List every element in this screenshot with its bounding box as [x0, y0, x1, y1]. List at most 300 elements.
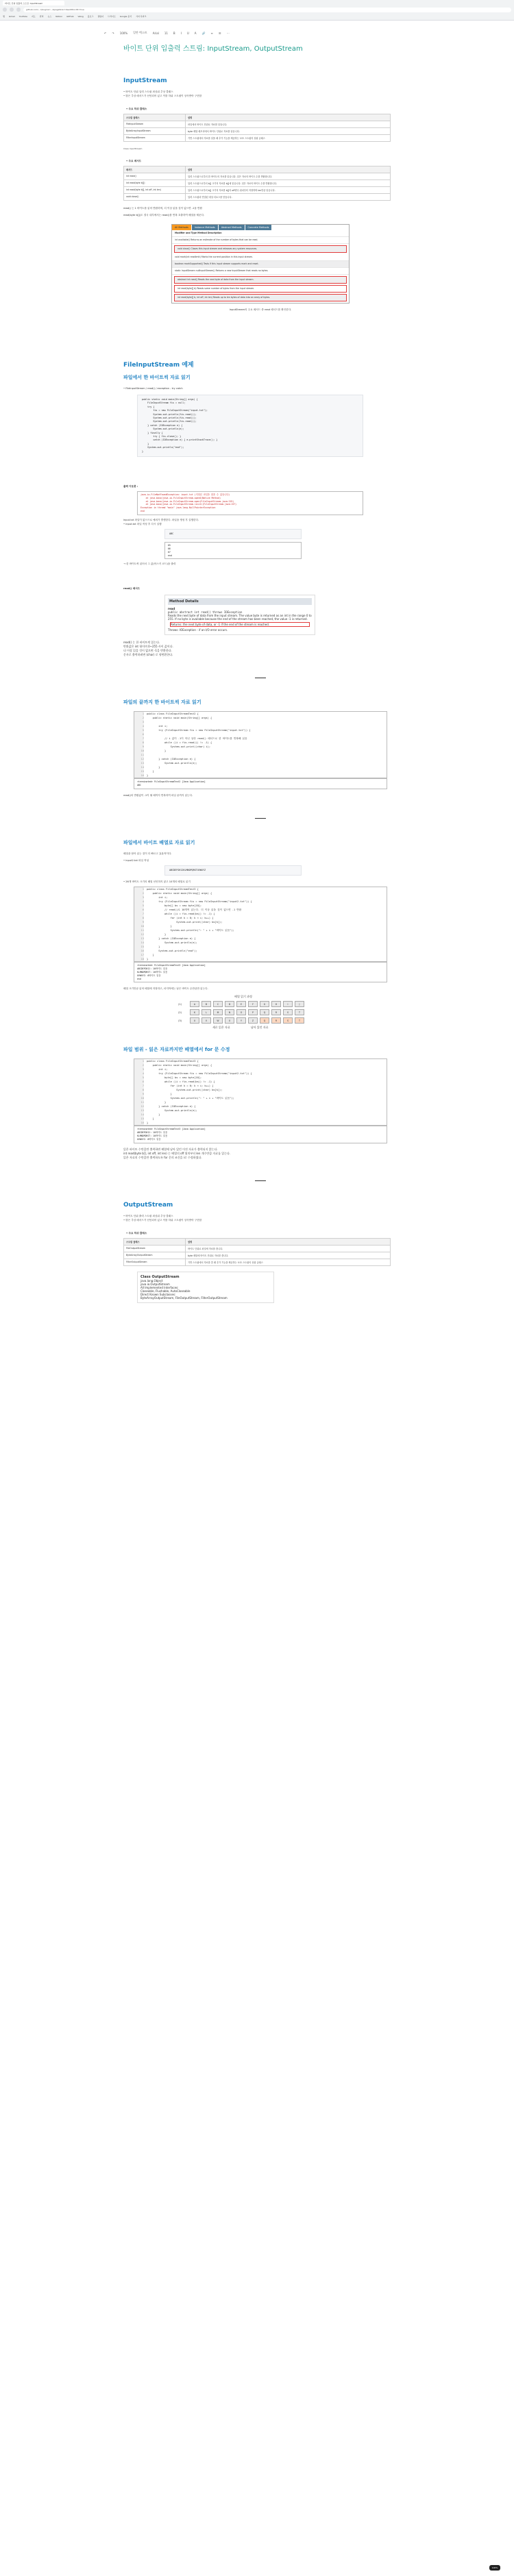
array-cell: H	[271, 1001, 281, 1007]
line-number: 15	[134, 945, 144, 949]
subclass-table	[123, 114, 391, 142]
code-line	[168, 554, 298, 558]
os-class-box	[137, 1272, 274, 1303]
bookmark-item[interactable]: Velog	[77, 15, 84, 18]
bullet-item: • 많은 추상 메서드가 선언되어 있고 이를 하위 스트림이 상속받아 구현함	[123, 95, 202, 97]
outputstream-bullets	[123, 1214, 397, 1222]
ide-console-3	[134, 962, 387, 982]
line-number: 10	[134, 1096, 144, 1100]
code-text: try { fis.close(); }	[142, 435, 182, 438]
code-text: System.out.print((char) bs[k]);	[147, 1089, 223, 1092]
line-number: 3	[134, 895, 144, 900]
diagram-row-label: (1)	[178, 1002, 182, 1006]
table-cell: ByteArrayOutputStream	[124, 1252, 186, 1259]
line-number: 1	[134, 712, 144, 716]
code-text: System.out.println(": " + i + "바이트 읽음");	[147, 1097, 234, 1100]
code-text: public class FileInputStreamTest2 {	[147, 713, 199, 716]
address-bar[interactable]: github.com/...?plugins=...&pageSize=1&editDocID=true	[23, 8, 511, 12]
ide-code-2	[134, 711, 387, 778]
class-line: java.io.OutputStream	[140, 1282, 170, 1286]
bullet-item: • 바이트 단위 입력 스트림 최상위 추상 클래스	[123, 90, 173, 93]
code-text: 65	[168, 544, 171, 547]
code-text: int i;	[147, 1068, 168, 1072]
forward-icon[interactable]	[10, 8, 14, 12]
toolbar-button[interactable]: 100%	[119, 31, 128, 35]
table-cell: 기반 스트림에서 자료를 쓸 때 추가 기능을 제공하는 보조 스트림의 상위 클래스	[186, 1259, 391, 1265]
class-line: Direct Known Subclasses:	[140, 1292, 176, 1296]
toolbar-button[interactable]: I	[180, 31, 182, 35]
code-text: } catch (IOException e) {	[147, 937, 196, 941]
code-text: ABCDEFGHIJ: 10바이트 읽음	[137, 1131, 168, 1135]
method-details-title: Method Details	[168, 598, 312, 605]
line-number: 2	[134, 716, 144, 720]
code-text: ABC	[137, 784, 141, 787]
code-text: ABCDEFGHIJ: 10바이트 읽음	[137, 967, 168, 971]
line-number: 12	[134, 932, 144, 937]
code-text: <terminated> FileInputStreamTest3 [Java Application]	[137, 1128, 206, 1131]
code-text: System.out.println("end");	[142, 446, 184, 449]
table-cell: FileOutputStream	[124, 1245, 186, 1252]
toolbar-button[interactable]: ☰	[218, 31, 221, 35]
toolbar-button[interactable]: 일반 텍스트	[133, 31, 147, 34]
code-text: }	[147, 774, 149, 778]
code-text: }	[147, 1122, 149, 1125]
array-cell: O	[236, 1009, 246, 1015]
code-text: int i;	[147, 725, 168, 728]
api-caption: InputStream의 주요 메서드 중 read 메서드를 확인한다.	[229, 308, 292, 311]
table-cell: 스트림 클래스	[124, 114, 186, 121]
line-number: 4	[134, 724, 144, 728]
line-number: 8	[134, 741, 144, 745]
method-throws: Throws: IOException - if an I/O error occurs.	[168, 628, 228, 632]
line-number: 9	[134, 1092, 144, 1096]
diagram-rows	[178, 1001, 397, 1024]
code-text: System.out.print((char) bs[k]);	[147, 921, 223, 924]
line-number: 3	[134, 720, 144, 724]
table-cell: FileInputStream	[124, 121, 186, 128]
array-cell: W	[213, 1017, 223, 1024]
code-text: UVWXYZ: 6바이트 읽음	[137, 974, 161, 977]
code-text: System.out.println(e);	[147, 762, 197, 765]
table-cell: byte 배열 메모리에서 바이트 단위로 자료를 읽습니다.	[186, 128, 391, 135]
toolbar-button[interactable]: ≡	[210, 31, 213, 35]
code-text: while ((i = fis.read(bs)) != -1) {	[147, 913, 215, 916]
line-number: 16	[134, 1121, 144, 1125]
code-text: java.io.FileNotFoundException: input.txt (지정된 파일을 찾을 수 없습니다)	[140, 493, 230, 497]
line-number: 13	[134, 1109, 144, 1113]
bookmark-item[interactable]: 기타 북마크	[136, 15, 147, 18]
code-text: public static void main(String[] args) {	[147, 892, 212, 895]
code-text: }	[147, 1113, 160, 1117]
address-row	[0, 6, 514, 13]
table-cell: 바이트 단위로 파일에 자료를 씁니다.	[186, 1245, 391, 1252]
code-text: System.out.println(e);	[147, 941, 197, 945]
code-text: for (int k = 0; k < i; k++) {	[147, 1085, 214, 1088]
ide-code-3	[134, 887, 387, 962]
editor-toolbar	[103, 30, 411, 36]
line-number: 10	[134, 749, 144, 753]
table-cell: 설명	[186, 166, 391, 173]
code-text: System.out.println(fis.read());	[142, 412, 197, 416]
line-number: 17	[134, 953, 144, 957]
bookmark-item[interactable]: Google 문서	[119, 15, 132, 18]
bookmark-item[interactable]: GitHub	[66, 15, 74, 18]
code-text: try (FileInputStream fis = new FileInputStream("input2.txt")) {	[147, 900, 252, 904]
code-text: System.out.println(e);	[142, 428, 184, 431]
code-text: <terminated> FileInputStreamTest3 [Java Application]	[137, 964, 206, 967]
code-text: end	[137, 977, 141, 980]
code-text: }	[142, 449, 144, 453]
api-row: abstract int read() Reads the next byte of data from the input stream.	[174, 276, 347, 284]
fis3-file-caption: • input2.txt 파일 작성	[123, 859, 149, 863]
array-diagram	[178, 995, 397, 1030]
method-details-box	[164, 595, 315, 635]
line-number: 18	[134, 957, 144, 961]
code-text: System.out.println("end");	[147, 950, 197, 953]
code-text: catch (IOException e) { e.printStackTrace(); }	[142, 438, 218, 442]
table-cell: 스트림 클래스	[124, 1238, 186, 1245]
fis-explain: input.txt 파일이 없으므로 예외가 발생한다. 파일을 생성 후 실행한다.	[123, 518, 199, 521]
fis3-explain: 배열 크기만큼 읽어 배열에 저장하고, 마지막에는 남은 바이트 수만큼만 읽는다.	[123, 987, 208, 991]
array-cell: M	[213, 1009, 223, 1015]
code-block-1	[137, 395, 363, 457]
bookmark-item[interactable]: 앱	[3, 15, 5, 18]
line-number: 3	[134, 1067, 144, 1072]
line-number: 11	[134, 1100, 144, 1104]
input2-file-preview: ABCDEFGHIJKLMNOPQRSTUVWXYZ	[164, 865, 302, 876]
diagram-left-label: 새로 읽은 자료	[212, 1026, 230, 1030]
code-text: FileInputStream fis = null;	[142, 401, 186, 405]
line-number: 14	[134, 1113, 144, 1117]
bookmarks-bar	[0, 13, 514, 20]
class-line: java.lang.Object	[140, 1278, 163, 1283]
tab-bar	[0, 0, 514, 6]
read-notes	[123, 641, 397, 657]
line-number: 7	[134, 912, 144, 916]
toolbar-button[interactable]: 11	[164, 31, 168, 35]
bookmark-item[interactable]: 캘린더	[97, 15, 104, 18]
fis3-sub: 파일에서 바이트 배열로 자료 읽기	[123, 840, 195, 846]
line-number: 13	[134, 937, 144, 941]
line-number: 6	[134, 908, 144, 912]
bookmark-item[interactable]: Gmail	[8, 15, 15, 18]
fis4-notes	[123, 1148, 397, 1160]
os-class-title: Class OutputStream	[140, 1274, 180, 1279]
code-text: <terminated> FileInputStreamTest2 [Java Application]	[137, 780, 206, 784]
toolbar-button[interactable]: U	[186, 31, 189, 35]
diagram-row	[178, 1001, 397, 1007]
reload-icon[interactable]	[16, 8, 21, 12]
code-text: System.out.print((char) i);	[147, 745, 211, 749]
line-number: 8	[134, 1088, 144, 1092]
code-text: while ((i = fis.read(bs)) != -1) {	[147, 1080, 215, 1084]
line-number: 4	[134, 1072, 144, 1076]
array-cell: R	[271, 1017, 281, 1024]
line-number: 4	[134, 900, 144, 904]
code-line	[134, 1121, 387, 1125]
fis-sub1: 파일에서 한 바이트씩 자료 읽기	[123, 375, 191, 380]
note-line: 읽은 바이트 수만큼만 출력하면 배열에 남아 있던 이전 자료가 출력되지 않는다.	[123, 1147, 218, 1151]
table-cell: 입력 스트림으로부터 한 바이트의 자료를 읽습니다. 읽은 자료의 바이트 수를 반환합니다.	[186, 173, 391, 180]
api-row: void close() Closes this input stream and releases any system resources.	[174, 245, 347, 253]
code-text: 67	[168, 550, 171, 554]
array-cell: C	[213, 1001, 223, 1007]
toolbar-button[interactable]: B	[173, 31, 175, 35]
array-cell: T	[295, 1017, 304, 1024]
method-signature: public abstract int read() throws IOException	[168, 610, 243, 615]
array-cell: K	[190, 1009, 199, 1015]
note-line: 문자로 출력하려면 (char) 로 형변환한다.	[123, 653, 173, 657]
line-number: 6	[134, 732, 144, 736]
line-number: 11	[134, 928, 144, 932]
read-array-note: read(byte b[])도 결국 내부에서는 read()를 반복 호출하여 배열을 채운다.	[123, 214, 205, 216]
array-cell: U	[190, 1017, 199, 1024]
table-cell: 메서드	[124, 166, 186, 173]
code-text: }	[142, 442, 149, 445]
diagram-row	[178, 1009, 397, 1015]
array-cell: L	[201, 1009, 211, 1015]
line-number: 5	[134, 728, 144, 732]
table-row	[124, 180, 391, 187]
toolbar-button[interactable]: A	[194, 31, 197, 35]
code-text: at java.base/java.io.FileInputStream.open0(Native Method)	[140, 496, 221, 499]
api-row: static InputStream nullInputStream() Returns a new InputStream that reads no bytes.	[172, 268, 349, 275]
code-text: System.out.println(fis.read());	[142, 417, 197, 420]
table-cell: 입력 스트림으로부터 b[] 크기의 자료를 b[]에 읽습니다. 읽은 자료의 바이트 수를 반환합니다.	[186, 180, 391, 187]
api-tab[interactable]: Concrete Methods	[245, 225, 272, 230]
table-cell: void close()	[124, 194, 186, 201]
api-row: int read(byte[] b) Reads some number of bytes from the input stream.	[174, 285, 347, 293]
array-cell: A	[190, 1001, 199, 1007]
table-header-row	[124, 166, 391, 173]
method-description: Reads the next byte of data from the input stream. The value byte is returned as an int in the range 0 to 255. If no byte is available because the end of the stream has been reached, the value -1 is returned.	[168, 614, 312, 621]
os-table-label: • 주요 하위 클래스	[126, 1231, 147, 1235]
inputstream-bullets	[123, 90, 397, 98]
table-cell: 파일에서 바이트 단위로 자료를 읽습니다.	[186, 121, 391, 128]
errors-label: 출력 아웃풋 :	[123, 485, 138, 488]
array-cell: S	[283, 1017, 293, 1024]
line-number: 16	[134, 949, 144, 953]
table-row	[124, 187, 391, 194]
bullet-item: • 많은 추상 메서드가 선언되어 있고 이를 하위 스트림이 상속받아 구현함	[123, 1218, 202, 1222]
line-number: 1	[134, 1059, 144, 1063]
api-tabs	[172, 225, 349, 230]
methods-table-label: • 주요 메서드	[126, 160, 142, 162]
api-row: boolean markSupported() Tests if this input stream supports mark and reset.	[172, 261, 349, 268]
fis2-note: read()의 반환값이 -1이 될 때까지 반복하여 파일 끝까지 읽는다.	[123, 794, 193, 797]
code-text: public class FileInputStreamTest3 {	[147, 1060, 199, 1063]
table-row	[124, 128, 391, 135]
fis3-intro: 배열을 담아 읽는 것이 더 빠르고 효율적이다.	[123, 852, 172, 856]
line-number: 5	[134, 1076, 144, 1080]
api-tab[interactable]: All Methods	[172, 225, 191, 230]
fis-sub1-caption: • FileInputStream / read() / exception - try catch	[123, 387, 183, 390]
divider	[255, 1180, 266, 1181]
code-text: fis = new FileInputStream("input.txt");	[142, 409, 208, 412]
browser-tab[interactable]: 바이트 단위 입출력 스트림: InputStream	[3, 1, 64, 5]
api-header: Modifier and Type Method Description	[172, 230, 349, 237]
diagram-right-label: 남아 있던 자료	[250, 1026, 269, 1030]
line-number: 14	[134, 941, 144, 945]
code-text: end	[140, 510, 145, 513]
input-file-preview: ABC	[164, 529, 302, 539]
array-cell: Y	[236, 1017, 246, 1024]
code-text: public static void main(String[] args) {	[147, 1064, 212, 1067]
bookmark-item[interactable]: 뉴스	[47, 15, 52, 18]
array-cell: T	[295, 1009, 304, 1015]
line-number: 11	[134, 753, 144, 757]
class-line: Closeable, Flushable, AutoCloseable	[140, 1289, 191, 1293]
code-line	[137, 784, 384, 787]
note-line: 반환값은 int 형이며 0~255 사이 값이다.	[123, 645, 173, 649]
line-number: 8	[134, 916, 144, 920]
array-cell: E	[236, 1001, 246, 1007]
note-line: 더 이상 읽을 것이 없으면 -1을 반환한다.	[123, 649, 172, 653]
toolbar-button[interactable]: ↷	[112, 31, 114, 35]
bookmark-item[interactable]: YouTube	[19, 15, 27, 18]
toolbar-button[interactable]: ↶	[104, 31, 107, 35]
array-cell: N	[225, 1009, 234, 1015]
array-cell: I	[283, 1001, 293, 1007]
table-row	[124, 173, 391, 180]
line-number: 15	[134, 1117, 144, 1121]
bookmark-item[interactable]: 드라이브	[108, 15, 116, 18]
class-line: All Implemented Interfaces:	[140, 1285, 179, 1289]
divider	[255, 818, 266, 819]
code-text: KLMNOPQRST: 10바이트 읽음	[137, 971, 168, 974]
table-cell: 입력 스트림으로부터 b[] 크기의 자료를 b[]의 off변수 위치부터 저장하며 len만큼 읽습니다.	[186, 187, 391, 194]
document-page	[123, 42, 397, 1303]
api-method-summary	[171, 224, 350, 304]
code-text: public static void main(String[] args) {	[142, 398, 198, 401]
bookmark-item[interactable]: 블로그	[87, 15, 94, 18]
code-text: UVWXYZ: 6바이트 읽음	[137, 1137, 161, 1141]
line-number: 6	[134, 1080, 144, 1084]
table-row	[124, 1259, 391, 1265]
note-line: read() 는 한 바이트씩 읽는다.	[123, 641, 160, 645]
code-text: System.out.println(e);	[147, 1109, 197, 1113]
line-number: 5	[134, 904, 144, 908]
api-row: int read(byte[] b, int off, int len) Reads up to len bytes of data into an array of bytes.	[174, 294, 347, 301]
code-text: // read()로 10개씩 읽는다. 더 이상 읽을 것이 없으면 -1 반환	[147, 908, 242, 912]
methods-table	[123, 166, 391, 201]
code-text: }	[147, 925, 172, 928]
table-cell: int read(byte b[])	[124, 180, 186, 187]
ide-console-4	[134, 1126, 387, 1143]
fis4-sub: 파일 범위 - 읽은 자료까지만 배열에서 for 문 수정	[123, 1047, 230, 1053]
table-cell: FilterOutputStream	[124, 1259, 186, 1265]
subclass-table-label: • 주요 하위 클래스	[126, 108, 147, 110]
fis-heading: FileInputStream 예제	[123, 362, 194, 369]
code-text: Exception in thread "main" java.lang.NullPointerException	[140, 506, 216, 510]
code-text: // i 값이 -1이 아닌 동안 read() 메서드로 한 바이트를 반복해 읽음	[147, 737, 247, 741]
os-subclass-table	[123, 1238, 391, 1266]
ide-code-4	[134, 1058, 387, 1126]
fis2-sub: 파일의 끝까지 한 바이트씩 자료 읽기	[123, 699, 201, 706]
diagram-row-label: (3)	[178, 1019, 182, 1022]
line-number: 1	[134, 887, 144, 891]
back-icon[interactable]	[3, 8, 7, 12]
toolbar-button[interactable]: 🔗	[201, 31, 206, 35]
bookmark-item[interactable]: 번역	[39, 15, 44, 18]
table-row	[124, 121, 391, 128]
line-number: 10	[134, 924, 144, 928]
array-cell: P	[248, 1009, 258, 1015]
array-cell: B	[201, 1001, 211, 1007]
inputstream-heading: InputStream	[123, 77, 167, 84]
code-text: at java.base/java.io.FileInputStream.open(FileInputStream.java:219)	[140, 499, 234, 503]
code-text: System.out.println(fis.read());	[142, 420, 197, 423]
table-cell: 입력 스트림과 연결된 대상 리소스를 닫습니다.	[186, 194, 391, 201]
array-cell: X	[225, 1017, 234, 1024]
note-line: 읽은 자료의 수만큼만 출력하도록 for 문의 조건을 i로 수정하였다.	[123, 1155, 202, 1159]
line-number: 2	[134, 891, 144, 895]
array-cell: Q	[260, 1009, 269, 1015]
line-number: 15	[134, 769, 144, 773]
api-rows	[172, 237, 349, 301]
code-text: } catch (IOException e) {	[142, 423, 183, 427]
code-text: }	[147, 766, 160, 769]
table-cell: 설명	[186, 114, 391, 121]
code-line	[140, 510, 360, 513]
code-line	[142, 450, 358, 454]
bookmark-item[interactable]: 지도	[31, 15, 36, 18]
diagram-row	[178, 1017, 397, 1024]
code-text: System.out.println(": " + i + "바이트 읽음");	[147, 929, 234, 932]
browser-chrome	[0, 0, 514, 21]
output1-caption: → 한 바이트씩 읽어서 그 값(아스키 코드)을 출력	[123, 562, 176, 566]
os-class-lines	[140, 1279, 271, 1300]
table-cell: int read(byte b[], int off, int len)	[124, 187, 186, 194]
array-cell: Z	[248, 1017, 258, 1024]
code-line	[137, 978, 384, 981]
table-row	[124, 135, 391, 142]
table-cell: int read()	[124, 173, 186, 180]
diagram-row-label: (2)	[178, 1011, 182, 1014]
code-text: byte[] bs = new byte[10];	[147, 904, 202, 908]
bullet-item: • 바이트 단위 출력 스트림 최상위 추상 클래스	[123, 1214, 173, 1217]
line-number: 12	[134, 757, 144, 761]
code-text: while ((i = fis.read()) != -1) {	[147, 741, 212, 745]
toolbar-button[interactable]: Arial	[152, 31, 159, 35]
array-cell: Q	[260, 1017, 269, 1024]
outputstream-heading: OutputStream	[123, 1201, 173, 1209]
fis3-code-caption: • 26개 바이트 크기의 배열 선언하지 않고 10개의 배열로 읽기	[123, 880, 191, 884]
api-tab[interactable]: Instance Methods	[192, 225, 218, 230]
code-line	[134, 957, 387, 961]
code-text: public static void main(String[] args) {	[147, 717, 212, 720]
zoom-indicator[interactable]: 100%	[489, 2565, 500, 2571]
array-cell: R	[271, 1009, 281, 1015]
code-text: } finally {	[142, 431, 163, 434]
code-line	[134, 773, 387, 778]
error-console	[137, 491, 363, 515]
method-returns: Returns: the next byte of data, or -1 if the end of the stream is reached.	[170, 622, 310, 627]
read-method-label: read() 메서드	[123, 587, 140, 591]
api-tab[interactable]: Abstract Methods	[219, 225, 245, 230]
bookmark-item[interactable]: Notion	[56, 15, 63, 18]
line-number: 9	[134, 920, 144, 924]
code-text: try {	[142, 405, 155, 408]
code-text: }	[147, 1093, 172, 1096]
line-number: 14	[134, 765, 144, 769]
code-text: try (FileInputStream fis = new FileInputStream("input.txt")) {	[147, 729, 251, 732]
line-number: 16	[134, 773, 144, 778]
code-text: }	[147, 933, 167, 937]
code-text: }	[147, 954, 154, 957]
toolbar-button[interactable]: ⋯	[226, 31, 230, 35]
note-line: int read(byte b[], int off, int len) 는 배열의 off 위치부터 len 개수만큼 자료를 읽는다.	[123, 1151, 231, 1155]
